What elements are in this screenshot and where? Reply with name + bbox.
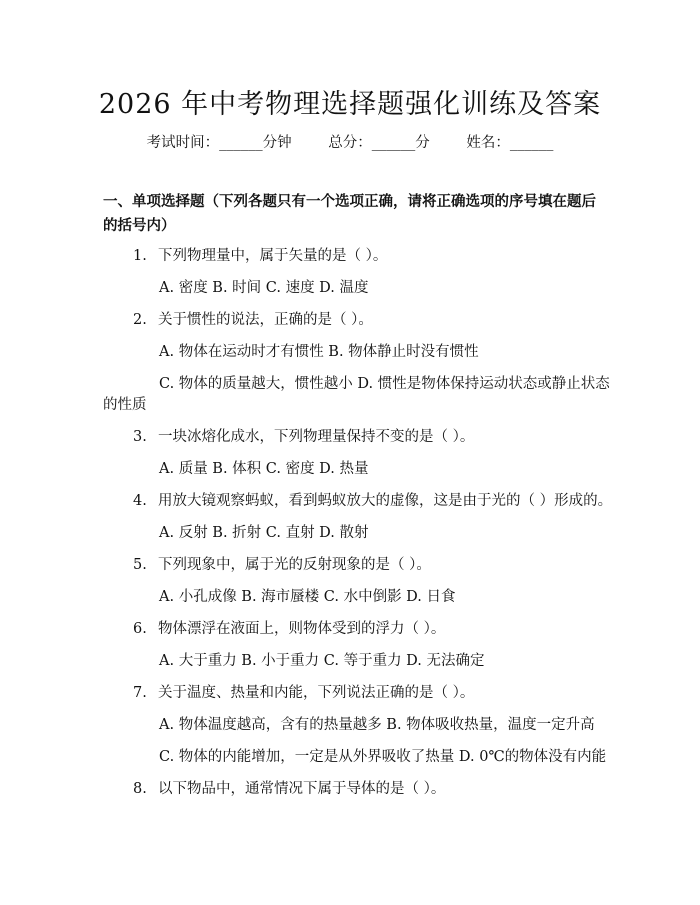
question-options: A. 物体在运动时才有惯性 B. 物体静止时没有惯性 (159, 344, 479, 360)
question-text: 下列现象中，属于光的反射现象的是（ ）。 (158, 557, 431, 573)
question-options: A. 质量 B. 体积 C. 密度 D. 热量 (159, 461, 369, 477)
question-number: 4. (133, 493, 147, 509)
question-options: A. 物体温度越高，含有的热量越多 B. 物体吸收热量，温度一定升高 (159, 717, 595, 733)
question (133, 681, 474, 702)
question (133, 308, 373, 329)
question-options: C. 物体的内能增加，一定是从外界吸收了热量 D. 0℃的物体没有内能 (159, 749, 607, 765)
question-number: 3. (133, 429, 147, 445)
exam-info (0, 131, 700, 152)
question-text: 关于温度、热量和内能，下列说法正确的是（ ）。 (158, 685, 475, 701)
page-title: 2026 年中考物理选择题强化训练及答案 (98, 89, 602, 120)
question-text: 关于惯性的说法，正确的是（ ）。 (158, 312, 373, 328)
question-number: 2. (133, 312, 147, 328)
question (133, 244, 387, 265)
question-options: A. 小孔成像 B. 海市蜃楼 C. 水中倒影 D. 日食 (159, 589, 456, 605)
question (133, 777, 445, 798)
question-options: A. 密度 B. 时间 C. 速度 D. 温度 (159, 280, 369, 296)
student-name: 姓名：______ (466, 135, 554, 151)
question-text: 以下物品中，通常情况下属于导体的是（ ）。 (158, 781, 446, 797)
total-score: 总分：______分 (328, 135, 430, 151)
exam-time: 考试时间：______分钟 (146, 135, 292, 151)
question-number: 6. (133, 621, 147, 637)
question-number: 7. (133, 685, 147, 701)
question-number: 8. (133, 781, 147, 797)
question-options-continued: 的性质 (103, 397, 147, 413)
question-text: 物体漂浮在液面上，则物体受到的浮力（ ）。 (158, 621, 446, 637)
question-options: A. 大于重力 B. 小于重力 C. 等于重力 D. 无法确定 (159, 653, 485, 669)
question-text: 用放大镜观察蚂蚁，看到蚂蚁放大的虚像，这是由于光的（ ）形成的。 (158, 493, 613, 509)
question-number: 5. (133, 557, 147, 573)
question-options: A. 反射 B. 折射 C. 直射 D. 散射 (159, 525, 369, 541)
question-text: 下列物理量中，属于矢量的是（ ）。 (158, 248, 388, 264)
question-options: C. 物体的质量越大，惯性越小 D. 惯性是物体保持运动状态或静止状态 (159, 376, 610, 392)
question (133, 489, 612, 510)
question (133, 553, 431, 574)
section-heading: 一、单项选择题（下列各题只有一个选项正确，请将正确选项的序号填在题后的括号内） (103, 194, 596, 234)
question-text: 一块冰熔化成水，下列物理量保持不变的是（ ）。 (158, 429, 475, 445)
question (133, 617, 445, 638)
question (133, 425, 474, 446)
question-number: 1. (133, 248, 147, 264)
